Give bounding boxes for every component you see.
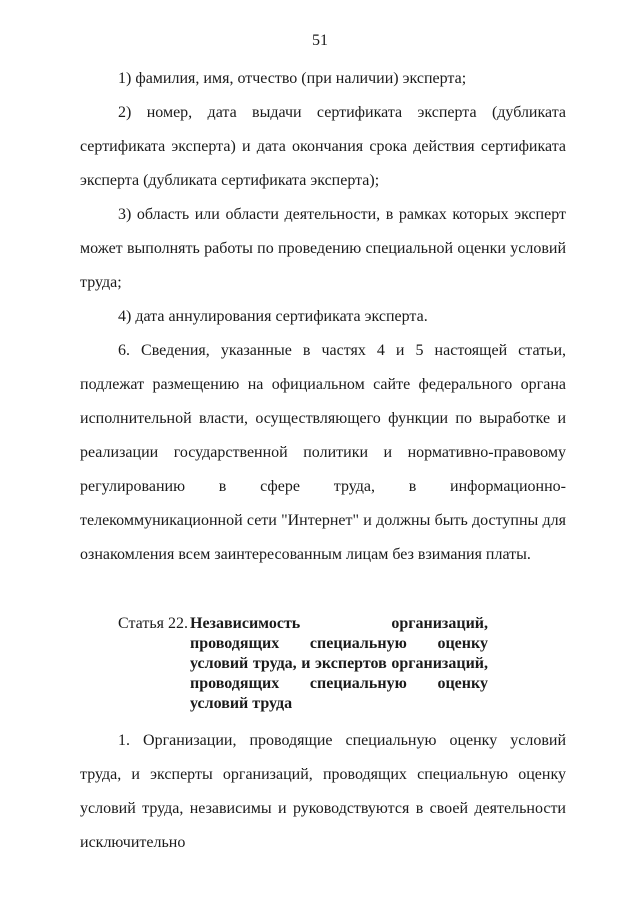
article-title: Независимость организаций, проводящих специальную оценку условий труда, и экспертов организаций, проводящих специальную оценку условий труда <box>190 615 488 712</box>
list-item-certificate-number: 2) номер, дата выдачи сертификата эксперта (дубликата сертификата эксперта) и дата окончания срока действия сертификата эксперта (дубликата сертификата эксперта); <box>80 104 566 189</box>
list-item-full-name: 1) фамилия, имя, отчество (при наличии) эксперта; <box>118 70 467 87</box>
paragraph-part-6: 6. Сведения, указанные в частях 4 и 5 настоящей статьи, подлежат размещению на официальном сайте федерального органа исполнительной власти, осуществляющего функции по выработке и реализации государственной политики и нормативно-правовому регулированию в сфере труда, в информационно-телекоммуникационной сети "Интернет" и должны быть доступны для ознакомления всем заинтересованным лицам без взимания платы. <box>80 342 566 563</box>
page-number: 51 <box>312 32 328 49</box>
list-item-cancellation-date: 4) дата аннулирования сертификата эксперта. <box>118 308 428 325</box>
list-item-activity-areas: 3) область или области деятельности, в рамках которых эксперт может выполнять работы по проведению специальной оценки условий труда; <box>80 206 566 291</box>
article-label: Статья 22. <box>118 615 188 632</box>
paragraph-article-part-1: 1. Организации, проводящие специальную оценку условий труда, и эксперты организаций, проводящих специальную оценку условий труда, независимы и руководствуются в своей деятельности исключительно <box>80 732 566 851</box>
